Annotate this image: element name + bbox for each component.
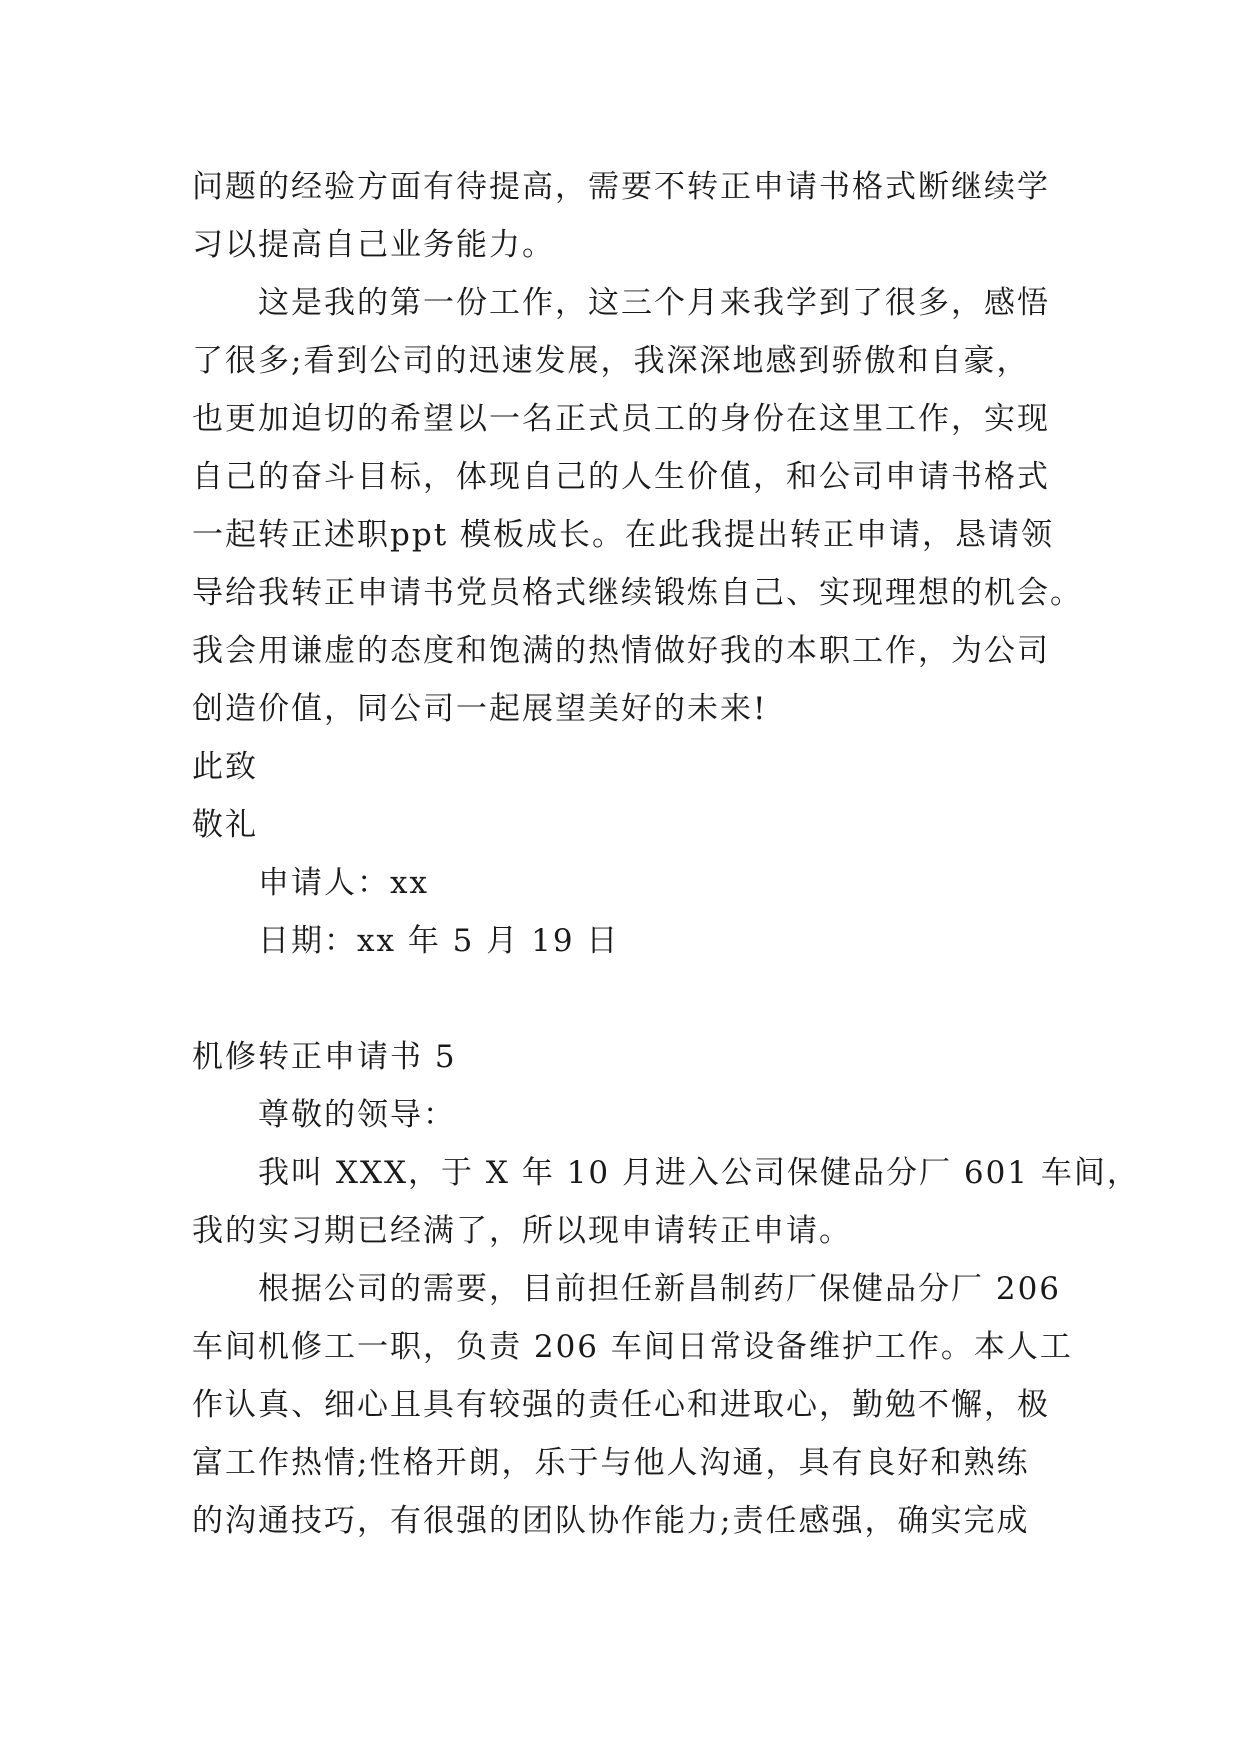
date-line: 日期：xx 年 5 月 19 日	[258, 923, 620, 959]
text-line: 了很多;看到公司的迅速发展，我深深地感到骄傲和自豪，	[192, 343, 1030, 379]
text-line: 我叫 XXX，于 X 年 10 月进入公司保健品分厂 601 车间，	[258, 1155, 1140, 1191]
text-line: 一起转正述职ppt 模板成长。在此我提出转正申请，恳请领	[192, 517, 1054, 553]
text-line: 创造价值，同公司一起展望美好的未来!	[192, 691, 768, 727]
text-line: 也更加迫切的希望以一名正式员工的身份在这里工作，实现	[192, 401, 1050, 437]
salutation: 尊敬的领导：	[258, 1097, 456, 1133]
section-title: 机修转正申请书 5	[192, 1039, 457, 1075]
text-line: 问题的经验方面有待提高，需要不转正申请书格式断继续学	[192, 169, 1050, 205]
text-line: 这是我的第一份工作，这三个月来我学到了很多，感悟	[258, 285, 1050, 321]
text-line: 我的实习期已经满了，所以现申请转正申请。	[192, 1213, 852, 1249]
text-line: 我会用谦虚的态度和饱满的热情做好我的本职工作，为公司	[192, 633, 1050, 669]
text-line: 的沟通技巧，有很强的团队协作能力;责任感强，确实完成	[192, 1503, 1030, 1539]
text-line: 作认真、细心且具有较强的责任心和进取心，勤勉不懈，极	[192, 1387, 1050, 1423]
closing-greeting: 此致	[192, 749, 258, 785]
closing-salute: 敬礼	[192, 807, 258, 843]
document-page	[192, 158, 1140, 1550]
text-line: 自己的奋斗目标，体现自己的人生价值，和公司申请书格式	[192, 459, 1050, 495]
text-line: 车间机修工一职，负责 206 车间日常设备维护工作。本人工	[192, 1329, 1073, 1365]
text-line: 富工作热情;性格开朗，乐于与他人沟通，具有良好和熟练	[192, 1445, 1030, 1481]
text-line: 根据公司的需要，目前担任新昌制药厂保健品分厂 206	[258, 1271, 1062, 1307]
text-line: 导给我转正申请书党员格式继续锻炼自己、实现理想的机会。	[192, 575, 1083, 611]
text-line: 习以提高自己业务能力。	[192, 227, 555, 263]
section-gap	[192, 970, 1052, 1028]
applicant-line: 申请人：xx	[258, 865, 429, 901]
